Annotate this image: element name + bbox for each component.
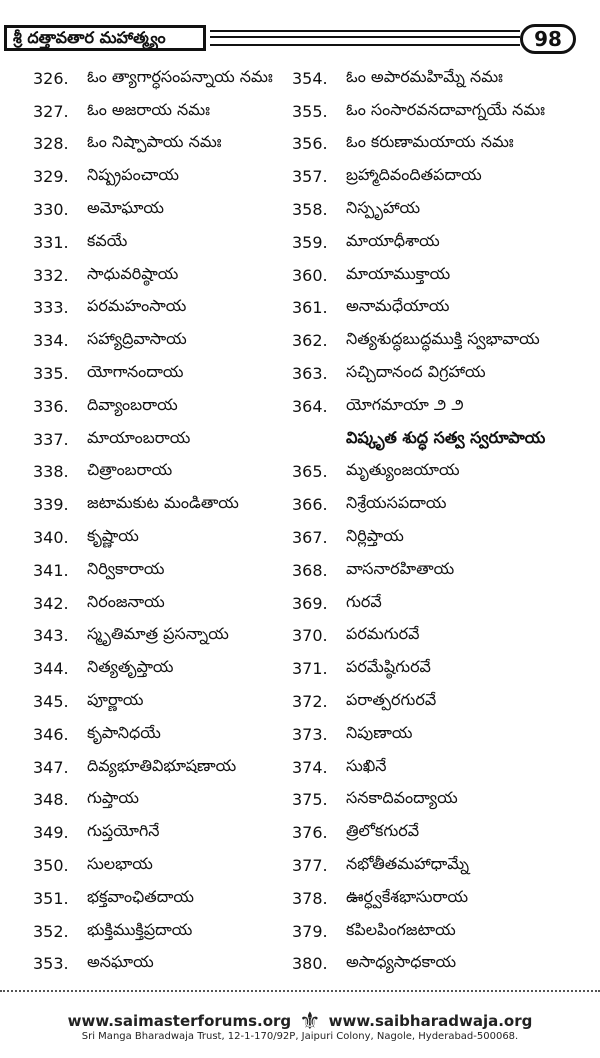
list-item bbox=[292, 521, 592, 554]
list-item bbox=[292, 259, 592, 292]
list-item bbox=[292, 456, 592, 489]
item-number: 370. bbox=[292, 626, 328, 646]
list-item bbox=[33, 685, 288, 718]
list-item bbox=[33, 652, 288, 685]
item-text: నిపుణాయ bbox=[346, 722, 413, 742]
item-number: 330. bbox=[33, 200, 69, 220]
item-text: అసాధ్యసాధకాయ bbox=[346, 952, 457, 972]
list-item bbox=[33, 95, 288, 128]
item-text: కృపానిధయే bbox=[87, 722, 161, 742]
item-number: 373. bbox=[292, 724, 328, 744]
list-item bbox=[33, 423, 288, 456]
list-item bbox=[33, 357, 288, 390]
item-number: 378. bbox=[292, 888, 328, 908]
list-item bbox=[292, 292, 592, 325]
item-number: 352. bbox=[33, 921, 69, 941]
item-number: 344. bbox=[33, 659, 69, 679]
item-text: నిస్పృహాయ bbox=[346, 198, 421, 218]
list-item bbox=[33, 128, 288, 161]
list-item bbox=[33, 554, 288, 587]
item-number: 361. bbox=[292, 298, 328, 318]
item-text: పరమహంసాయ bbox=[87, 296, 187, 316]
list-item bbox=[292, 390, 592, 423]
item-text: చిత్రాంబరాయ bbox=[87, 460, 173, 480]
footer-links bbox=[0, 1007, 600, 1035]
list-item bbox=[292, 849, 592, 882]
list-item-continuation bbox=[292, 423, 592, 456]
item-text: కపిలపింగజటాయ bbox=[346, 919, 456, 939]
item-number: 335. bbox=[33, 364, 69, 384]
item-number: 336. bbox=[33, 396, 69, 416]
trust-address: Sri Manga Bharadwaja Trust, 12-1-170/92P, Jaipuri Colony, Nagole, Hyderabad-500068. bbox=[81, 1031, 519, 1042]
item-number: 340. bbox=[33, 528, 69, 548]
item-number: 357. bbox=[292, 167, 328, 187]
item-text: మాయాముక్తాయ bbox=[346, 263, 451, 283]
item-text: మృత్యుంజయాయ bbox=[346, 460, 460, 480]
item-number: 362. bbox=[292, 331, 328, 351]
item-number: 358. bbox=[292, 200, 328, 220]
item-number: 326. bbox=[33, 68, 69, 88]
item-number: 332. bbox=[33, 265, 69, 285]
item-number: 348. bbox=[33, 790, 69, 810]
page-footer bbox=[0, 1007, 600, 1044]
item-text: అనఘాయ bbox=[87, 952, 154, 972]
item-text: మాయాంబరాయ bbox=[87, 427, 191, 447]
item-number: 346. bbox=[33, 724, 69, 744]
item-number: 369. bbox=[292, 593, 328, 613]
list-item bbox=[33, 915, 288, 948]
item-text: సులభాయ bbox=[87, 854, 153, 874]
item-number: 341. bbox=[33, 560, 69, 580]
list-item bbox=[292, 554, 592, 587]
item-number: 329. bbox=[33, 167, 69, 187]
item-text: ఓం త్యాగార్ధసంపన్నాయ నమః bbox=[87, 66, 273, 86]
list-item bbox=[292, 160, 592, 193]
item-text: నిరంజనాయ bbox=[87, 591, 165, 611]
list-item bbox=[33, 456, 288, 489]
item-number: 339. bbox=[33, 495, 69, 515]
item-text: జటామకుట మండితాయ bbox=[87, 493, 239, 513]
item-text: అమోఘాయ bbox=[87, 198, 165, 218]
item-number: 360. bbox=[292, 265, 328, 285]
item-text: అనామధేయాయ bbox=[346, 296, 450, 316]
list-item bbox=[33, 160, 288, 193]
list-item bbox=[33, 718, 288, 751]
list-item bbox=[292, 128, 592, 161]
list-item bbox=[292, 95, 592, 128]
item-text: నిత్యశుద్ధబుద్ధముక్తి స్వభావాయ bbox=[346, 329, 540, 349]
item-text: సనకాదివంద్యాయ bbox=[346, 788, 458, 808]
item-text: దివ్యభూతివిభూషణాయ bbox=[87, 755, 237, 775]
list-item bbox=[292, 488, 592, 521]
list-item bbox=[292, 816, 592, 849]
item-text: కృష్ణాయ bbox=[87, 526, 139, 546]
item-number: 349. bbox=[33, 823, 69, 843]
item-number: 333. bbox=[33, 298, 69, 318]
item-number: 353. bbox=[33, 954, 69, 974]
item-number: 365. bbox=[292, 462, 328, 482]
item-text: నిర్వికారాయ bbox=[87, 558, 165, 578]
item-number: 380. bbox=[292, 954, 328, 974]
item-number: 368. bbox=[292, 560, 328, 580]
item-number: 363. bbox=[292, 364, 328, 384]
list-item bbox=[292, 915, 592, 948]
item-number: 355. bbox=[292, 101, 328, 121]
list-item bbox=[33, 784, 288, 817]
list-item bbox=[33, 751, 288, 784]
item-number: 345. bbox=[33, 692, 69, 712]
list-item bbox=[33, 587, 288, 620]
list-item bbox=[33, 226, 288, 259]
list-item bbox=[33, 193, 288, 226]
item-number: 375. bbox=[292, 790, 328, 810]
link-saibharadwaja[interactable]: www.saibharadwaja.org bbox=[328, 1012, 533, 1030]
item-number: 342. bbox=[33, 593, 69, 613]
item-number: 374. bbox=[292, 757, 328, 777]
list-item bbox=[33, 521, 288, 554]
list-item bbox=[33, 816, 288, 849]
item-number: 334. bbox=[33, 331, 69, 351]
list-item bbox=[292, 587, 592, 620]
item-text: సహ్యాద్రివాసాయ bbox=[87, 329, 187, 349]
item-text: ఓం సంసారవనదావాగ్నయే నమః bbox=[346, 99, 546, 119]
item-text-continuation: విష్కృత శుద్ధ సత్వ స్వరూపాయ bbox=[346, 427, 546, 447]
item-text: వాసనారహితాయ bbox=[346, 558, 455, 578]
item-number: 379. bbox=[292, 921, 328, 941]
list-item bbox=[292, 685, 592, 718]
item-text: పరమేష్ఠిగురవే bbox=[346, 657, 431, 677]
item-text: యోగమాయా ౨ ౨ bbox=[346, 394, 464, 414]
item-text: భక్తవాంఛితదాయ bbox=[87, 886, 194, 906]
list-item bbox=[292, 324, 592, 357]
item-text: ఓం అపారమహిమ్నే నమః bbox=[346, 66, 503, 86]
list-item bbox=[292, 948, 592, 981]
list-item bbox=[292, 718, 592, 751]
list-item bbox=[292, 652, 592, 685]
link-saimasterforums[interactable]: www.saimasterforums.org bbox=[67, 1012, 292, 1030]
list-item bbox=[33, 849, 288, 882]
item-number: 351. bbox=[33, 888, 69, 908]
item-text: గుప్తాయ bbox=[87, 788, 139, 808]
item-number: 366. bbox=[292, 495, 328, 515]
list-item bbox=[33, 259, 288, 292]
item-number: 338. bbox=[33, 462, 69, 482]
list-item bbox=[33, 324, 288, 357]
item-text: గురవే bbox=[346, 591, 382, 611]
list-item bbox=[33, 62, 288, 95]
item-text: త్రిలోకగురవే bbox=[346, 821, 420, 841]
list-item bbox=[33, 488, 288, 521]
list-item bbox=[292, 620, 592, 653]
left-name-list bbox=[33, 62, 288, 980]
item-text: నిష్ప్రపంచాయ bbox=[87, 165, 179, 185]
item-text: దివ్యాంబరాయ bbox=[87, 394, 178, 414]
list-item bbox=[292, 784, 592, 817]
item-text: కవయే bbox=[87, 230, 128, 250]
list-item bbox=[33, 948, 288, 981]
list-item bbox=[33, 292, 288, 325]
item-number: 367. bbox=[292, 528, 328, 548]
list-item bbox=[292, 882, 592, 915]
item-text: నిత్యతృప్తాయ bbox=[87, 657, 174, 677]
list-item bbox=[292, 193, 592, 226]
right-name-list bbox=[292, 62, 592, 980]
item-text: పరమగురవే bbox=[346, 624, 420, 644]
list-item bbox=[292, 357, 592, 390]
item-text: నిర్లిప్తాయ bbox=[346, 526, 404, 546]
item-text: ఓం కరుణామయాయ నమః bbox=[346, 132, 514, 152]
item-text: ఓం నిష్పాపాయ నమః bbox=[87, 132, 222, 152]
item-number: 371. bbox=[292, 659, 328, 679]
item-text: సాధువరిష్ఠాయ bbox=[87, 263, 179, 283]
list-item bbox=[292, 226, 592, 259]
item-text: గుప్తయోగినే bbox=[87, 821, 160, 841]
item-number: 337. bbox=[33, 429, 69, 449]
item-number: 331. bbox=[33, 232, 69, 252]
item-number: 343. bbox=[33, 626, 69, 646]
item-text: సచ్చిదానంద విగ్రహాయ bbox=[346, 362, 486, 382]
item-number: 356. bbox=[292, 134, 328, 154]
item-number: 327. bbox=[33, 101, 69, 121]
footer-divider bbox=[0, 990, 600, 992]
item-text: భుక్తిముక్తిప్రదాయ bbox=[87, 919, 193, 939]
list-item bbox=[33, 882, 288, 915]
item-number: 347. bbox=[33, 757, 69, 777]
item-text: బ్రహ్మాదివందితపదాయ bbox=[346, 165, 482, 185]
list-item bbox=[292, 62, 592, 95]
item-text: యోగానందాయ bbox=[87, 362, 184, 382]
item-text: ఊర్ధ్వకేశభాసురాయ bbox=[346, 886, 469, 906]
book-title: శ్రీ దత్తావతార మహాత్మ్యం bbox=[4, 25, 206, 51]
item-number: 364. bbox=[292, 396, 328, 416]
list-item bbox=[33, 620, 288, 653]
fleur-de-lis-icon: ⚜ bbox=[299, 1007, 321, 1035]
list-item bbox=[33, 390, 288, 423]
page-header bbox=[0, 0, 600, 58]
item-text: నిశ్రేయసపదాయ bbox=[346, 493, 447, 513]
item-number: 377. bbox=[292, 856, 328, 876]
item-number: 354. bbox=[292, 68, 328, 88]
list-item bbox=[292, 751, 592, 784]
header-rule bbox=[210, 30, 520, 46]
item-text: స్మృతిమాత్ర ప్రసన్నాయ bbox=[87, 624, 229, 644]
item-text: మాయాధీశాయ bbox=[346, 230, 440, 250]
item-number: 328. bbox=[33, 134, 69, 154]
item-number: 376. bbox=[292, 823, 328, 843]
item-text: పూర్ణాయ bbox=[87, 690, 144, 710]
page-number-badge: 98 bbox=[520, 24, 576, 54]
item-number: 350. bbox=[33, 856, 69, 876]
item-number: 359. bbox=[292, 232, 328, 252]
item-text: సుఖినే bbox=[346, 755, 387, 775]
item-number: 372. bbox=[292, 692, 328, 712]
item-text: ఓం అజరాయ నమః bbox=[87, 99, 210, 119]
item-text: పరాత్పరగురవే bbox=[346, 690, 437, 710]
item-text: నభోతీతమహాధామ్నే bbox=[346, 854, 470, 874]
